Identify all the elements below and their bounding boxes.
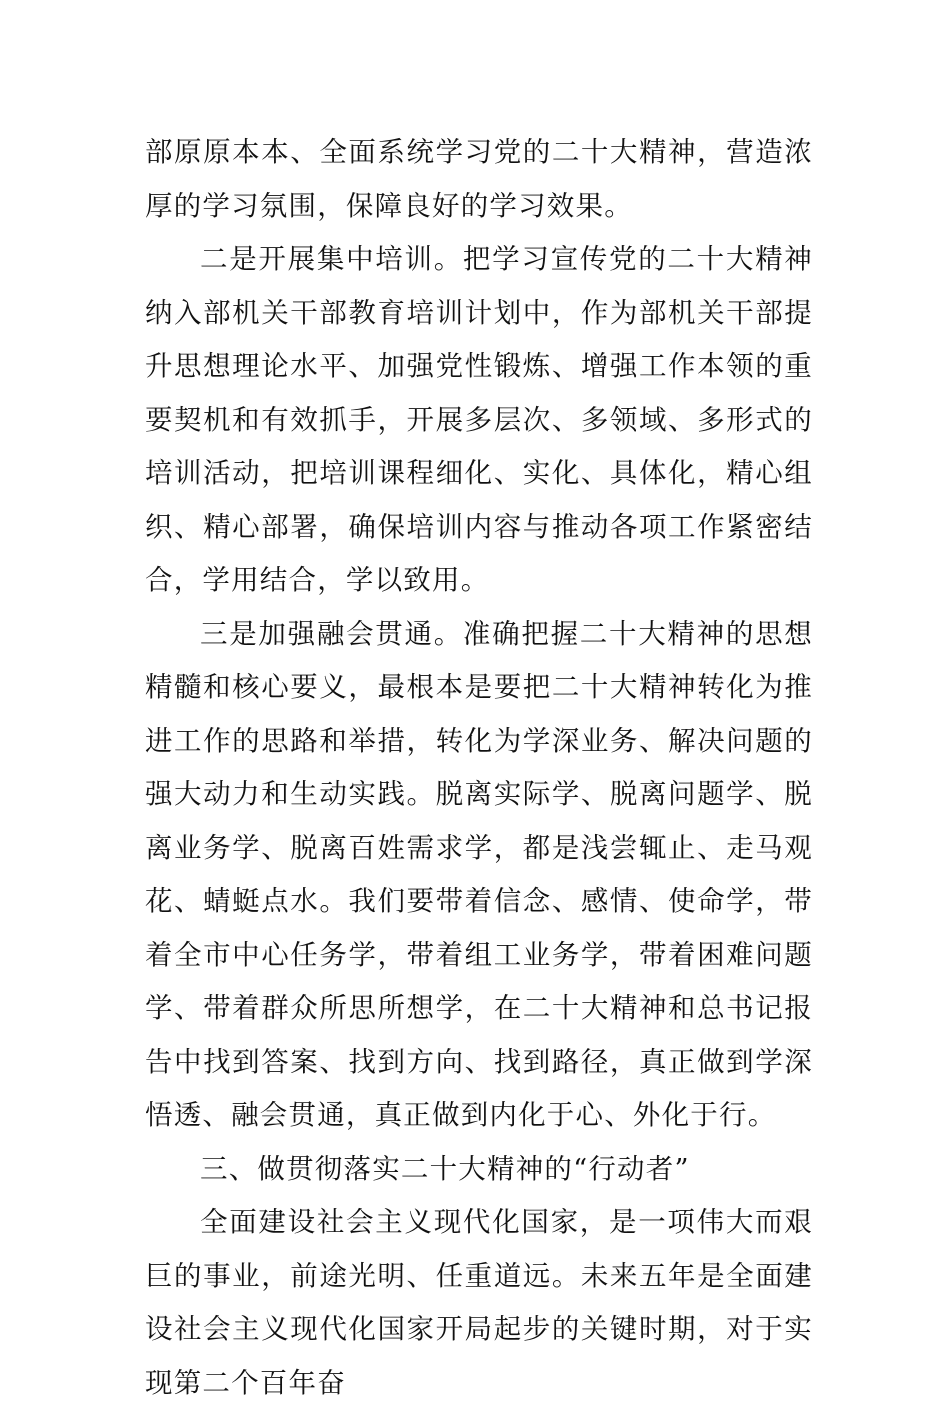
paragraph-centralized-training: 二是开展集中培训。把学习宣传党的二十大精神纳入部机关干部教育培训计划中，作为部机关干部提升思想理论水平、加强党性锻炼、增强工作本领的重要契机和有效抓手，开展多层次、多领域、多形式的培训活动，把培训课程细化、实化、具体化，精心组织、精心部署，确保培训内容与推动各项工作紧密结合，学用结合，学以致用。 — [145, 243, 813, 596]
paragraph-integration: 三是加强融会贯通。准确把握二十大精神的思想精髓和核心要义，最根本是要把二十大精神转化为推进工作的思路和举措，转化为学深业务、解决问题的强大动力和生动实践。脱离实际学、脱离问题学、脱离业务学、脱离百姓需求学，都是浅尝辄止、走马观花、蜻蜓点水。我们要带着信念、感情、使命学，带着全市中心任务学，带着组工业务学，带着困难问题学、带着群众所思所想学，在二十大精神和总书记报告中找到答案、找到方向、找到路径，真正做到学深悟透、融会贯通，真正做到内化于心、外化于行。 — [145, 617, 813, 1131]
paragraph-modernization: 全面建设社会主义现代化国家，是一项伟大而艰巨的事业，前途光明、任重道远。未来五年是全面建设社会主义现代化国家开局起步的关键时期，对于实现第二个百年奋 — [145, 1206, 813, 1399]
document-body — [145, 126, 813, 1410]
paragraph-continuation: 部原原本本、全面系统学习党的二十大精神，营造浓厚的学习氛围，保障良好的学习效果。 — [145, 136, 813, 222]
section-heading-3: 三、做贯彻落实二十大精神的“行动者” — [200, 1152, 690, 1185]
